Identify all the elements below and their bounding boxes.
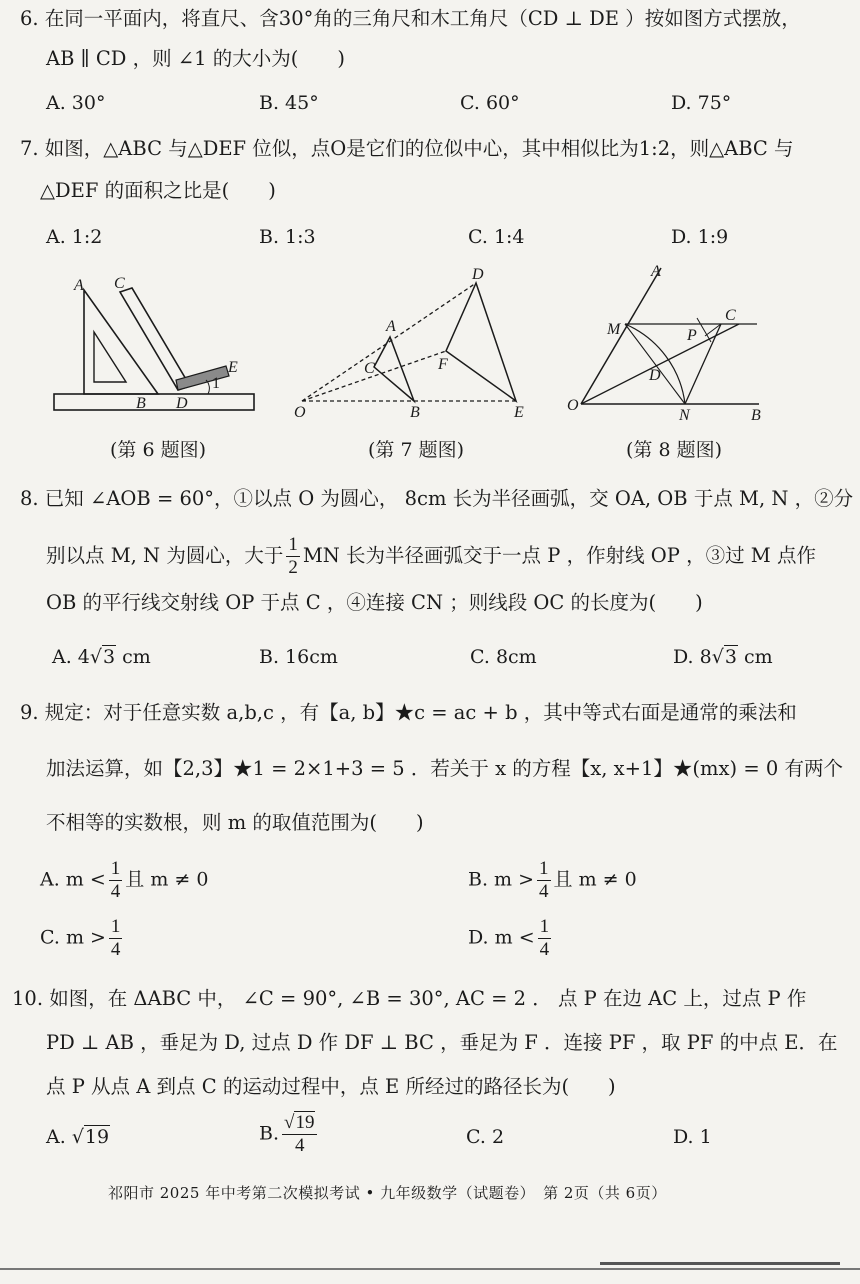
fig7-label-o: O — [294, 404, 306, 421]
q8-stem-line1: 8. 已知 ∠AOB = 60°，①以点 O 为圆心， 8cm 长为半径画弧，交 OA, OB 于点 M, N ，②分 — [20, 487, 854, 510]
q10-option-a: A. √19 — [46, 1126, 110, 1148]
q8-opta-radicand: 3 — [103, 646, 116, 668]
q9-opta-post: 且 m ≠ 0 — [125, 868, 209, 891]
figure-6 — [40, 270, 270, 420]
q9-optd-frac — [538, 916, 552, 961]
fig7-caption: (第 7 题图) — [368, 439, 464, 461]
q9-opta-pre: A. m < — [40, 868, 106, 891]
q9-opta-num: 1 — [110, 858, 121, 879]
q9-optc-pre: C. m > — [40, 926, 106, 949]
q10-stem-line1: 10. 如图，在 ΔABC 中， ∠C = 90°, ∠B = 30°, AC = 2 ． 点 P 在边 AC 上，过点 P 作 — [12, 987, 807, 1010]
q9-option-b — [468, 858, 637, 903]
fig6-label-b: B — [136, 395, 146, 412]
fig8-label-o: O — [567, 397, 579, 414]
fig7-label-f: F — [438, 356, 448, 373]
fig7-label-b: B — [410, 404, 420, 421]
q10-stem-line2: PD ⊥ AB ，垂足为 D, 过点 D 作 DF ⊥ BC ，垂足为 F ．连接 PF ，取 PF 的中点 E．在 — [46, 1031, 838, 1054]
q8-opta-pre: A. 4 — [52, 646, 90, 668]
q9-optd-pre: D. m < — [468, 926, 535, 949]
q9-option-d — [468, 916, 554, 961]
fig6-caption: (第 6 题图) — [110, 439, 206, 461]
fig8-label-a: A — [651, 263, 661, 280]
fig8-label-p: P — [687, 327, 697, 344]
q8-frac-den: 2 — [288, 557, 298, 578]
q8-stem-line3: OB 的平行线交射线 OP 于点 C ，④连接 CN ；则线段 OC 的长度为( ) — [46, 591, 703, 614]
fig6-carpenter-square-long — [120, 288, 190, 390]
q10-stem-line3: 点 P 从点 A 到点 C 的运动过程中，点 E 所经过的路径长为( ) — [46, 1075, 616, 1098]
q7-option-a: A. 1:2 — [46, 226, 103, 248]
q6-option-d: D. 75° — [671, 92, 732, 114]
fig6-ruler — [54, 394, 254, 410]
q8-stem-line2 — [46, 534, 816, 579]
q10-optb-num: √19 — [282, 1112, 317, 1135]
q10-option-b — [259, 1112, 320, 1157]
q9-optb-post: 且 m ≠ 0 — [553, 868, 637, 891]
bottom-divider — [0, 1268, 860, 1270]
q9-optb-num: 1 — [539, 858, 549, 879]
q10-opta-radicand: 19 — [84, 1126, 110, 1148]
q8-opta-post: cm — [116, 646, 151, 668]
q10-opta-pre: A. — [46, 1126, 72, 1148]
fig8-label-b: B — [751, 407, 761, 424]
q9-optc-frac — [109, 916, 123, 961]
q8-fraction — [286, 534, 300, 579]
q10-option-c: C. 2 — [466, 1126, 505, 1148]
q9-stem-line1: 9. 规定：对于任意实数 a,b,c ，有【a, b】★c = ac + b ，其中等式右面是通常的乘法和 — [20, 701, 797, 724]
q8-optd-post: cm — [737, 646, 773, 668]
fig7-label-a: A — [386, 318, 396, 335]
q9-optc-den: 4 — [110, 939, 121, 960]
fig7-label-c: C — [364, 360, 375, 377]
fig6-label-a: A — [74, 277, 84, 294]
q10-optb-pre: B. — [259, 1122, 280, 1145]
q6-stem-line2: AB ∥ CD ，则 ∠1 的大小为( ) — [46, 47, 345, 70]
q10-option-d: D. 1 — [673, 1126, 712, 1148]
q7-stem-line1: 7. 如图，△ABC 与△DEF 位似，点O是它们的位似中心，其中相似比为1:2，则△ABC 与 — [20, 137, 794, 160]
q8-line2-post: MN 长为半径画弧交于一点 P ，作射线 OP ，③过 M 点作 — [302, 544, 816, 567]
fig6-label-e: E — [228, 359, 238, 376]
bottom-divider-shadow — [600, 1262, 840, 1265]
q8-option-a: A. 4√3 cm — [52, 646, 151, 668]
q9-optb-den: 4 — [539, 881, 549, 902]
fig7-triangle-abc — [374, 337, 414, 401]
fig8-label-c: C — [725, 307, 736, 324]
figure-7 — [290, 265, 550, 425]
q10-optb-frac — [282, 1112, 317, 1157]
page-footer: 祁阳市 2025 年中考第二次模拟考试 • 九年级数学（试题卷） 第 2页（共 6页） — [108, 1184, 667, 1202]
q8-line2-pre: 别以点 M, N 为圆心，大于 — [46, 544, 284, 567]
q8-option-d: D. 8√3 cm — [673, 646, 773, 668]
q7-option-d: D. 1:9 — [671, 226, 729, 248]
q9-opta-frac — [109, 858, 123, 903]
fig6-label-c: C — [114, 275, 125, 292]
fig6-triangle — [84, 290, 158, 394]
fig7-label-e: E — [514, 404, 524, 421]
q9-stem-line3: 不相等的实数根，则 m 的取值范围为( ) — [46, 811, 424, 834]
q9-option-c — [40, 916, 125, 961]
fig8-label-m: M — [607, 321, 621, 338]
q8-optd-radicand: 3 — [724, 646, 737, 668]
fig6-triangle-inner — [94, 332, 126, 382]
q6-option-c: C. 60° — [460, 92, 520, 114]
q10-optb-radicand: 19 — [295, 1112, 315, 1133]
fig7-triangle-def — [446, 283, 516, 401]
q6-stem-line1: 6. 在同一平面内，将直尺、含30°角的三角尺和木工角尺（CD ⊥ DE ）按如图方式摆放， — [20, 7, 801, 30]
fig6-label-1: 1 — [212, 375, 220, 392]
q7-stem-line2: △DEF 的面积之比是( ) — [40, 179, 276, 202]
fig6-label-d: D — [176, 395, 188, 412]
q8-optd-pre: D. 8 — [673, 646, 712, 668]
q9-option-a — [40, 858, 208, 903]
q8-frac-num: 1 — [288, 534, 298, 555]
q9-optb-frac — [537, 858, 551, 903]
q9-optc-num: 1 — [110, 916, 121, 937]
q9-stem-line2: 加法运算，如【2,3】★1 = 2×1+3 = 5 ．若关于 x 的方程【x, x+1】★(mx) = 0 有两个 — [46, 757, 843, 780]
fig8-label-n: N — [679, 407, 690, 424]
figure-8 — [565, 262, 785, 427]
fig8-label-d: D — [649, 367, 661, 384]
q9-optd-num: 1 — [539, 916, 550, 937]
fig7-label-d: D — [472, 266, 484, 283]
q8-option-b: B. 16cm — [259, 646, 338, 668]
fig6-carpenter-square-short — [176, 366, 229, 390]
q6-option-b: B. 45° — [259, 92, 319, 114]
fig8-caption: (第 8 题图) — [626, 439, 722, 461]
q6-option-a: A. 30° — [46, 92, 106, 114]
q7-option-c: C. 1:4 — [468, 226, 525, 248]
q7-option-b: B. 1:3 — [259, 226, 316, 248]
q9-optd-den: 4 — [539, 939, 550, 960]
q8-option-c: C. 8cm — [470, 646, 537, 668]
q9-optb-pre: B. m > — [468, 868, 535, 891]
q10-optb-den: 4 — [294, 1135, 305, 1156]
q9-opta-den: 4 — [110, 881, 121, 902]
